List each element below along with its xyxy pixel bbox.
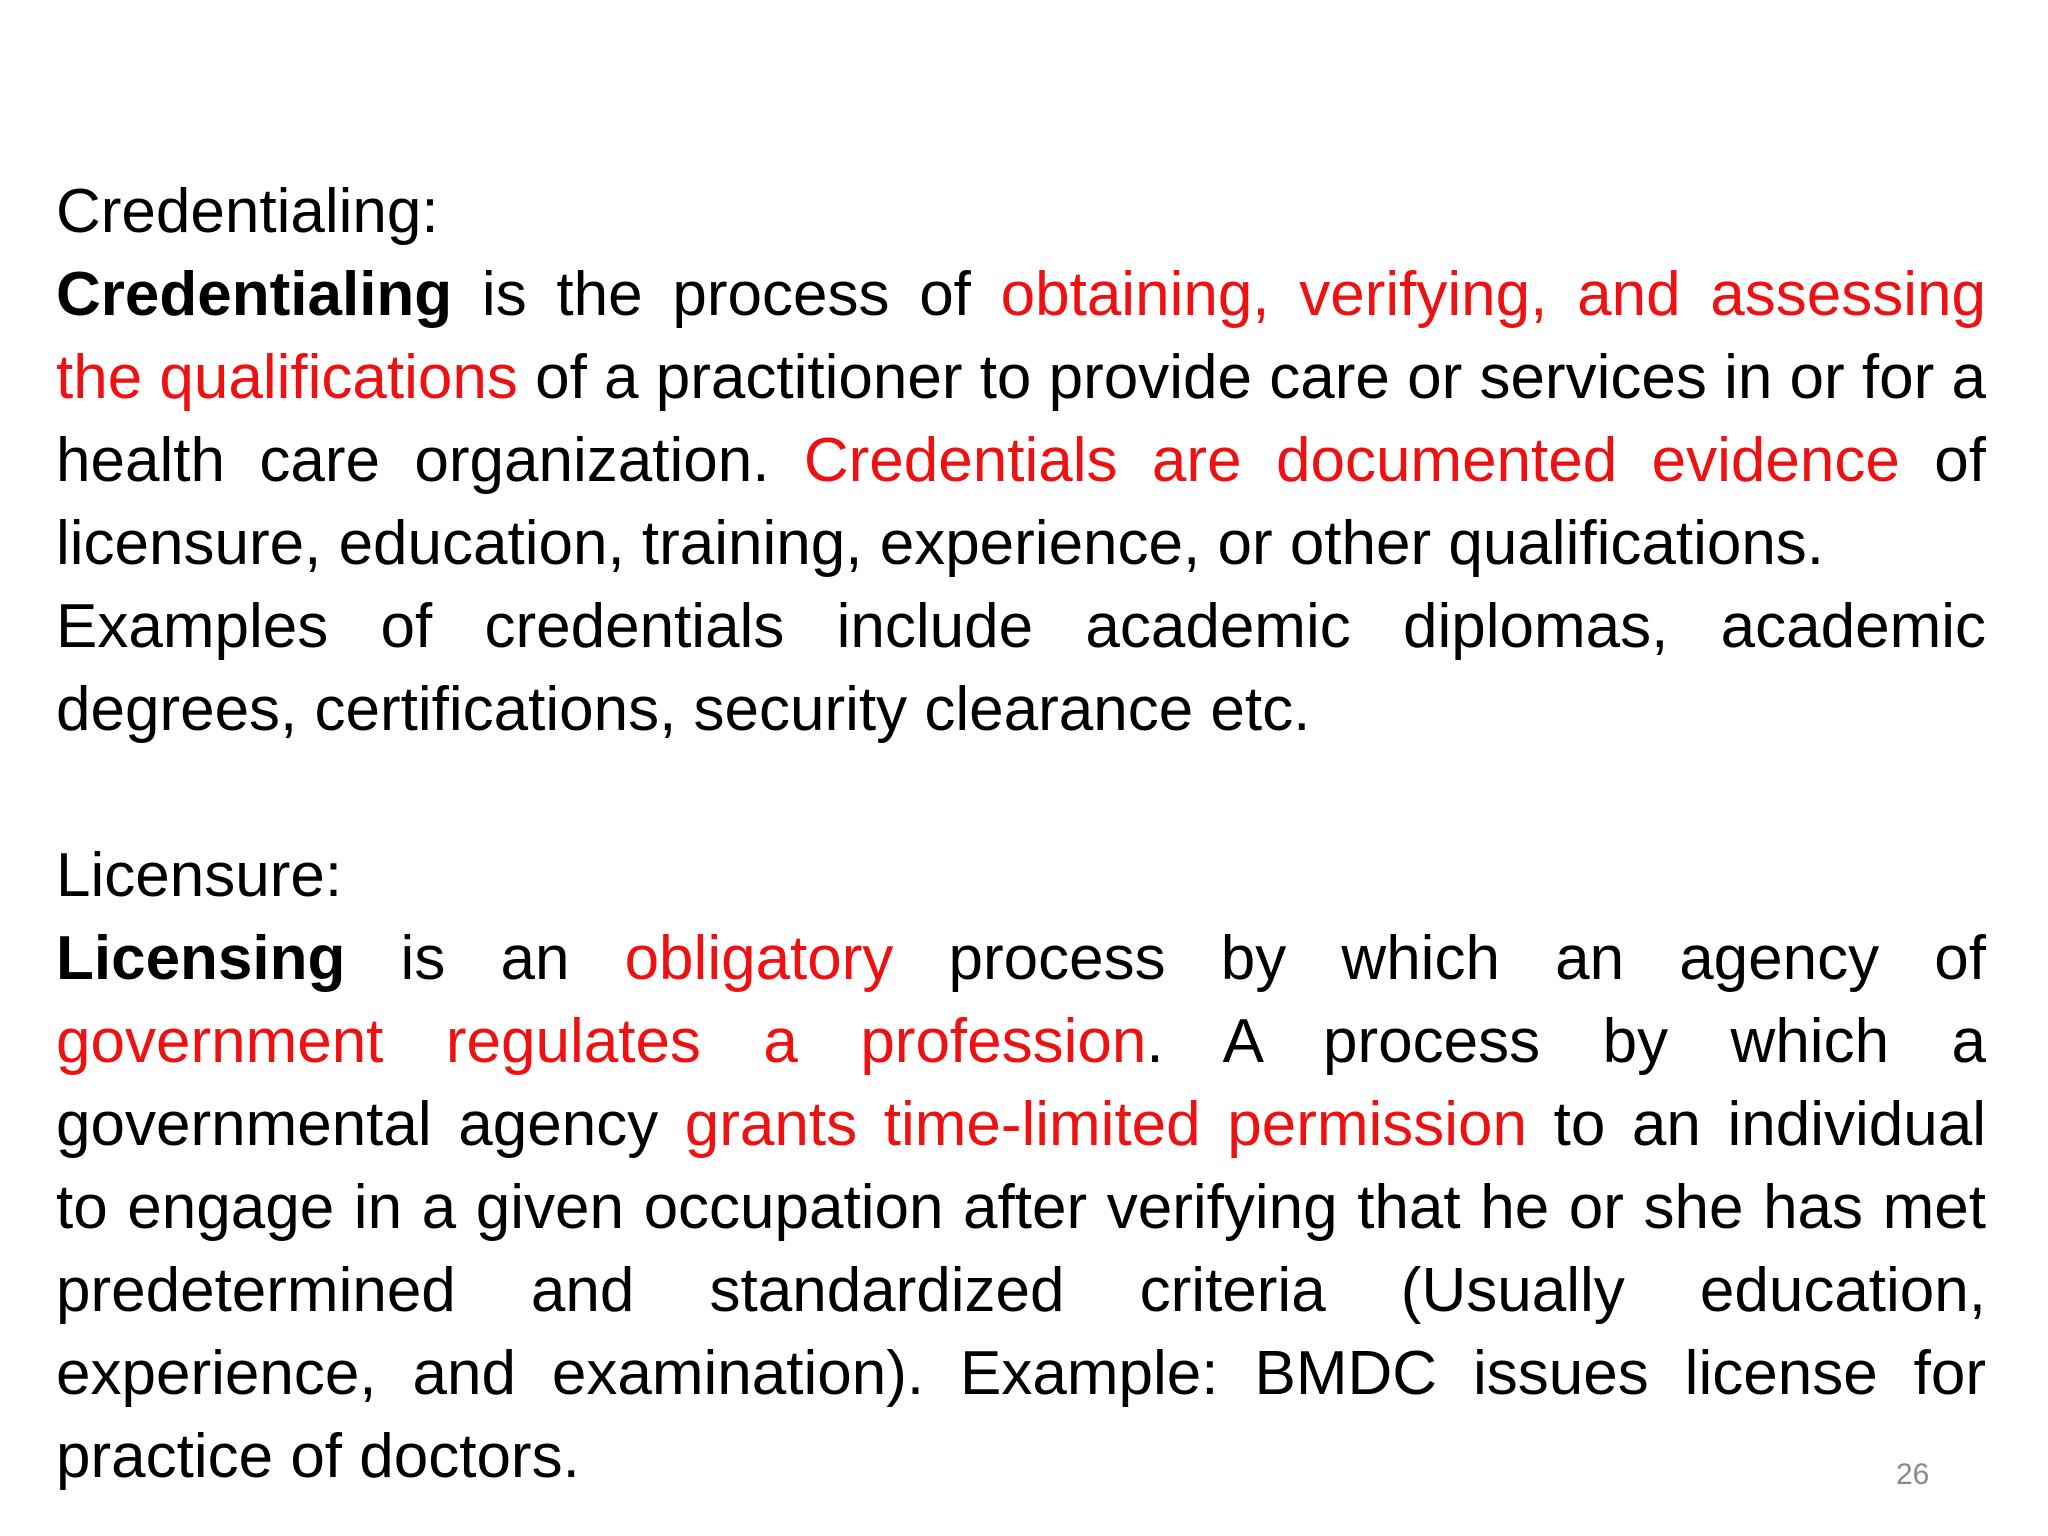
licensure-text-2: process by which an agency of [893, 924, 1986, 993]
credentialing-highlight-1: obtaining, verifying, and assessing the qualifications [56, 260, 1986, 412]
section-spacer [56, 751, 1986, 834]
licensure-heading: Licensure: [56, 841, 343, 910]
licensure-definition [56, 917, 1986, 1498]
licensure-text-4: to an individual to engage in a given occupation after verifying that he or she has met predetermined and standardized criteria (Usually education, experience, and examination). Example: BMDC issues license for practice of doctors. [56, 1090, 1986, 1491]
licensure-highlight-1: obligatory [624, 924, 894, 993]
credentialing-heading: Credentialing: [56, 177, 439, 246]
credentialing-highlight-2: Credentials are documented evidence [803, 426, 1900, 495]
credentialing-text-3: of licensure, education, training, experience, or other qualifications. [56, 426, 1987, 578]
slide-content [56, 170, 1986, 1498]
credentialing-text-1: is the process of [452, 260, 1001, 329]
licensure-term: Licensing [56, 924, 346, 993]
credentialing-term: Credentialing [56, 260, 453, 329]
licensure-highlight-2: government regulates a profession [56, 1007, 1147, 1076]
licensure-text-3: . A process by which a governmental agency [56, 1007, 1986, 1159]
licensure-text-1: is an [345, 924, 625, 993]
credentialing-examples: Examples of credentials include academic diplomas, academic degrees, certifications, security clearance etc. [56, 592, 1986, 744]
credentialing-text-2: of a practitioner to provide care or services in or for a health care organization. [56, 343, 1986, 495]
slide-number: 26 [1896, 1458, 1930, 1491]
credentialing-definition [56, 253, 1986, 585]
licensure-highlight-3: grants time-limited permission [684, 1090, 1528, 1159]
